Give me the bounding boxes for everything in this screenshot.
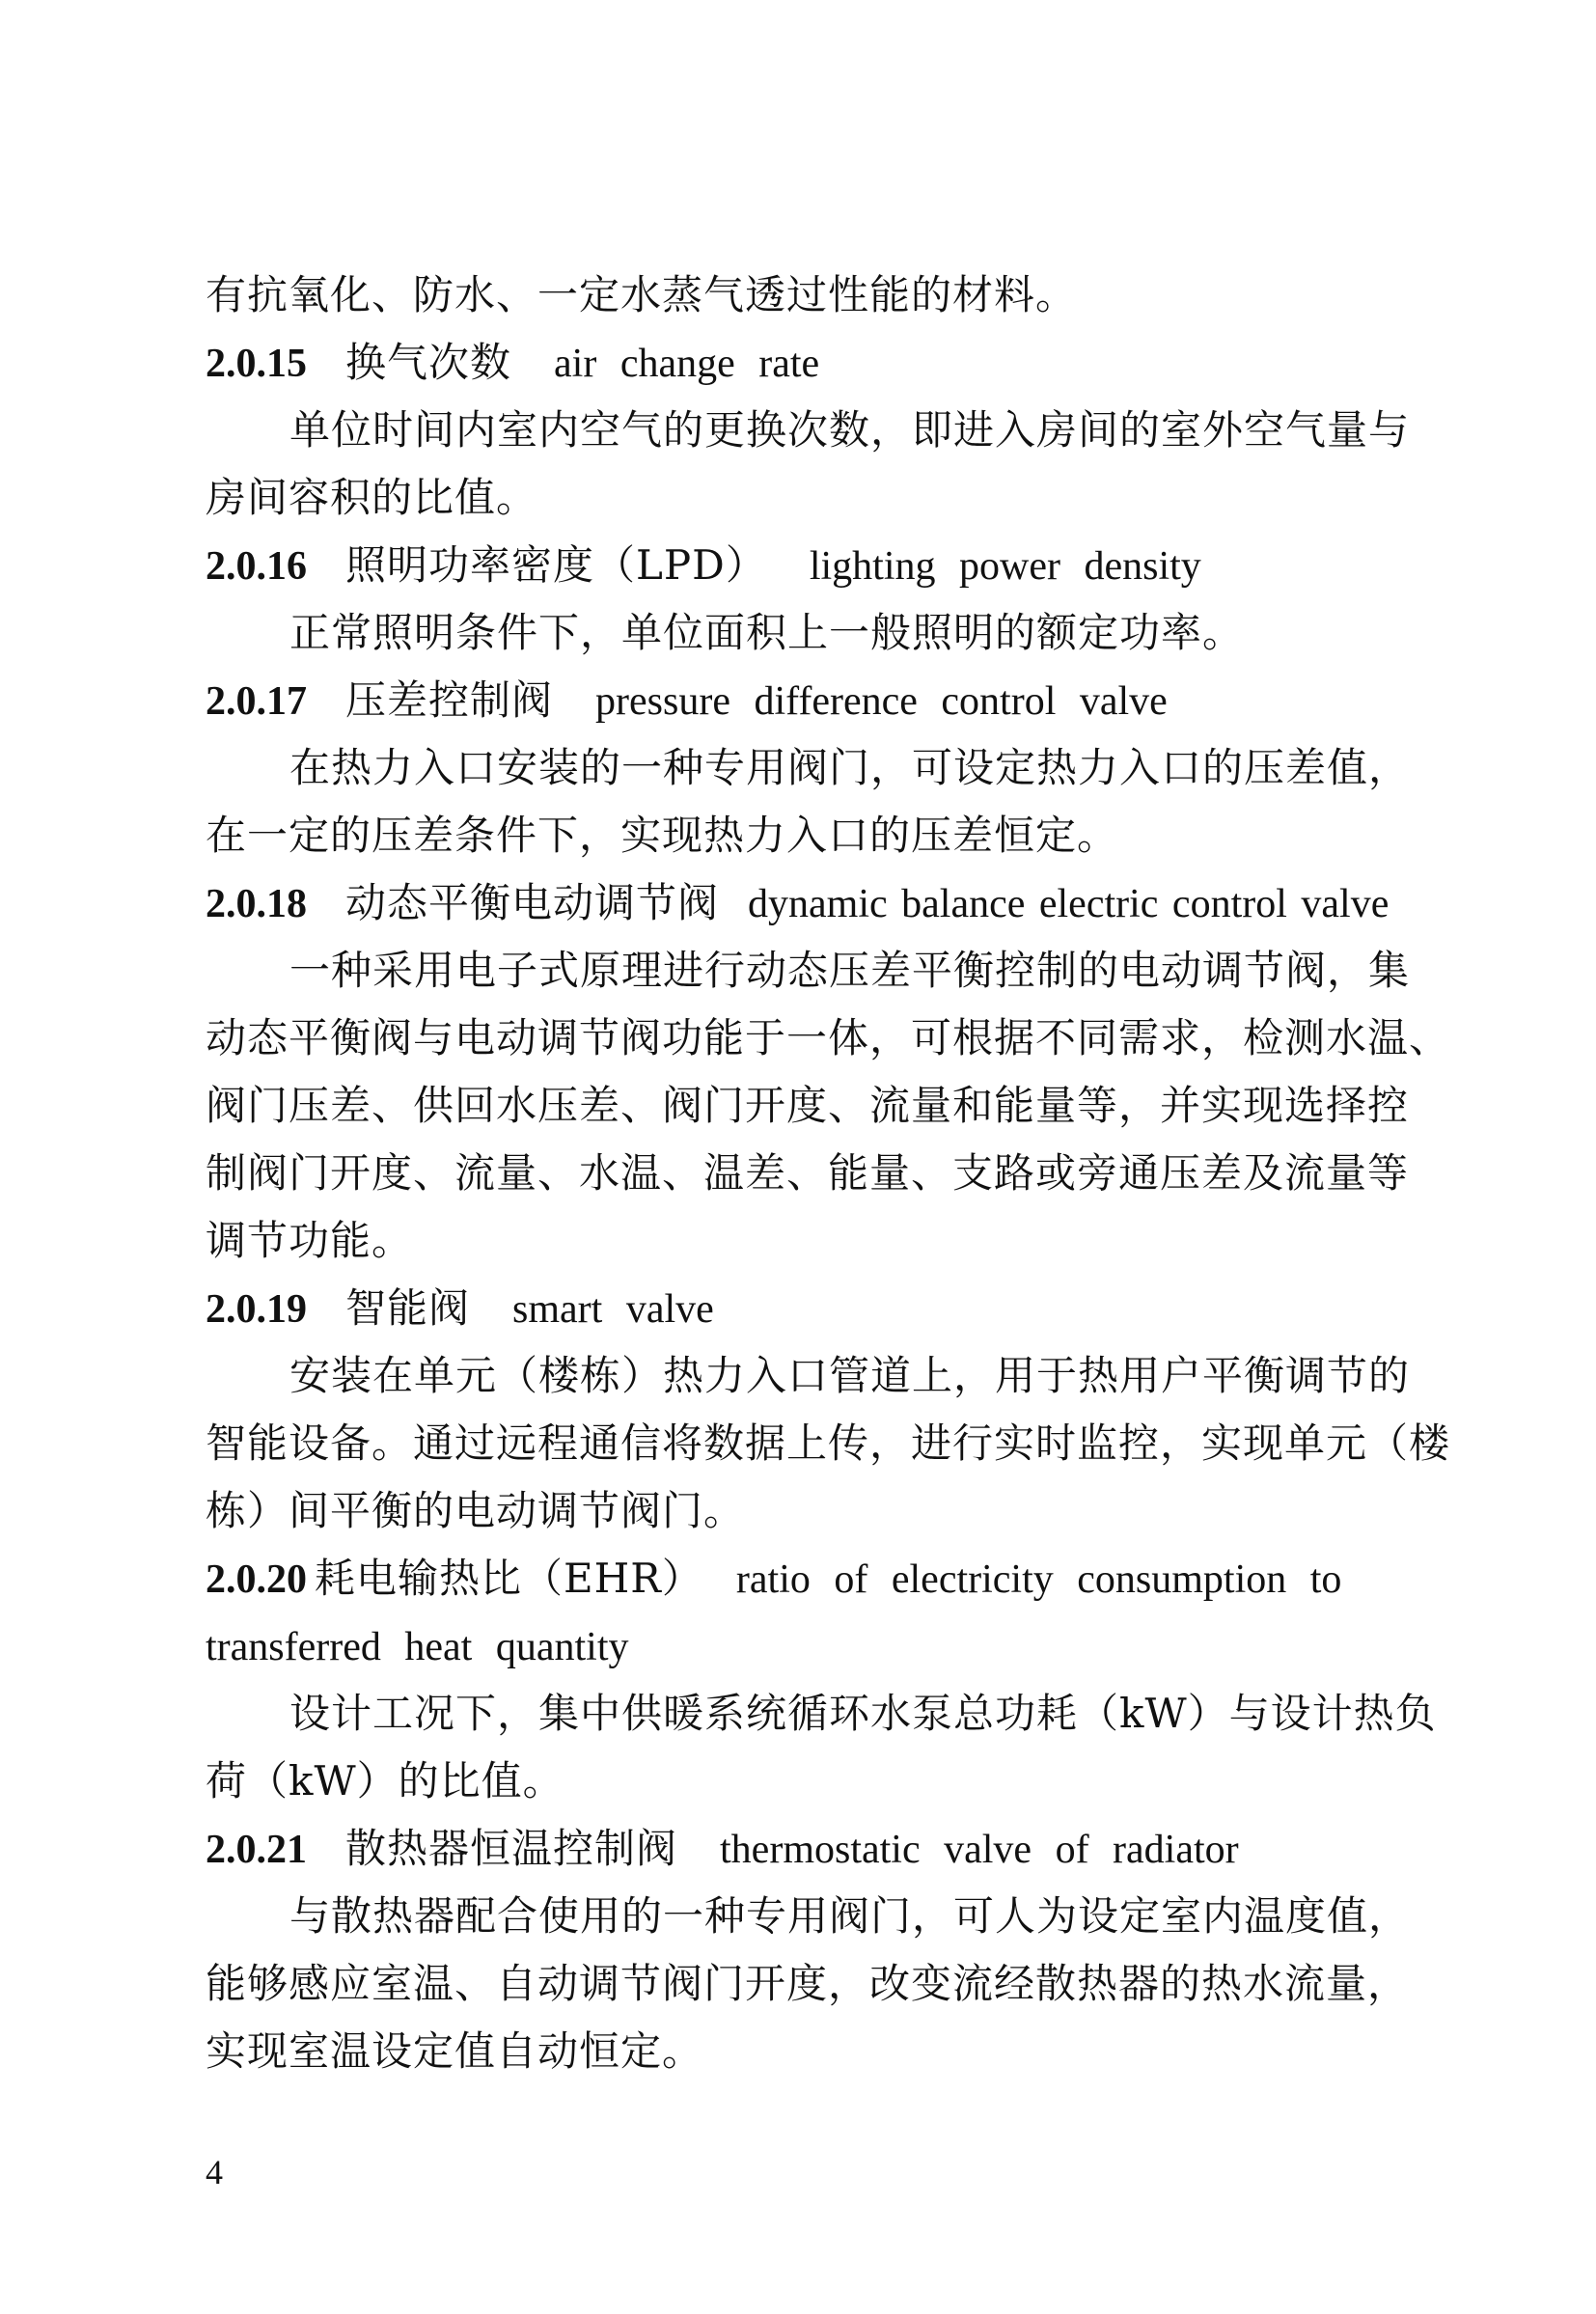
term-chinese: 换气次数	[345, 339, 512, 386]
text-line: 在热力入口安装的一种专用阀门，可设定热力入口的压差值，	[289, 744, 1411, 791]
text-line: 动态平衡阀与电动调节阀功能于一体，可根据不同需求，检测水温、	[206, 1014, 1451, 1061]
term-heading-2-0-18	[206, 876, 1402, 931]
term-english: pressure difference control valve	[595, 679, 1168, 724]
text-line: 有抗氧化、防水、一定水蒸气透过性能的材料。	[206, 271, 1078, 318]
term-heading-2-0-19	[206, 1281, 1402, 1336]
term-number: 2.0.15	[206, 342, 307, 386]
text-line: 安装在单元（楼栋）热力入口管道上，用于热用户平衡调节的	[289, 1352, 1411, 1399]
text-line: 荷（kW）的比值。	[206, 1757, 564, 1804]
text-line: 单位时间内室内空气的更换次数，即进入房间的室外空气量与	[289, 406, 1411, 454]
term-chinese: 照明功率密度（LPD）	[345, 541, 767, 589]
term-number: 2.0.17	[206, 679, 307, 724]
term-english: air change rate	[554, 342, 820, 386]
term-number: 2.0.21	[206, 1828, 307, 1872]
term-heading-2-0-20	[206, 1552, 1402, 1607]
term-english: ratio of electricity consumption to	[735, 1557, 1342, 1602]
text-line: 调节功能。	[206, 1217, 414, 1264]
text-line: 制阀门开度、流量、水温、温差、能量、支路或旁通压差及流量等	[206, 1149, 1410, 1197]
term-english-continuation: transferred heat quantity	[206, 1625, 629, 1669]
text-line: 栋）间平衡的电动调节阀门。	[206, 1487, 746, 1534]
term-heading-2-0-17	[206, 674, 1402, 729]
term-heading-2-0-15	[206, 336, 1402, 391]
text-line: 一种采用电子式原理进行动态压差平衡控制的电动调节阀，集	[289, 947, 1411, 994]
term-number: 2.0.18	[206, 882, 307, 926]
term-english: dynamic balance electric control valve	[748, 882, 1390, 926]
text-line: 能够感应室温、自动调节阀门开度，改变流经散热器的热水流量，	[206, 1960, 1410, 2007]
term-english: smart valve	[512, 1287, 714, 1332]
term-chinese: 动态平衡电动调节阀	[345, 879, 720, 926]
text-line: 房间容积的比值。	[206, 474, 538, 521]
term-heading-2-0-16	[206, 538, 1402, 593]
term-english: lighting power density	[809, 544, 1201, 589]
text-line: 正常照明条件下，单位面积上一般照明的额定功率。	[289, 609, 1245, 656]
term-number: 2.0.20	[206, 1557, 307, 1602]
text-line: 在一定的压差条件下，实现热力入口的压差恒定。	[206, 812, 1119, 859]
text-line: 设计工况下，集中供暖系统循环水泵总功耗（kW）与设计热负	[289, 1690, 1437, 1737]
term-number: 2.0.19	[206, 1287, 307, 1332]
term-english: thermostatic valve of radiator	[720, 1828, 1239, 1872]
term-chinese: 耗电输热比（EHR）	[315, 1555, 703, 1602]
term-heading-2-0-21	[206, 1822, 1402, 1877]
text-line: 阀门压差、供回水压差、阀门开度、流量和能量等，并实现选择控	[206, 1082, 1410, 1129]
term-chinese: 散热器恒温控制阀	[345, 1825, 678, 1872]
term-chinese: 智能阀	[345, 1284, 471, 1332]
text-line: 与散热器配合使用的一种专用阀门，可人为设定室内温度值，	[289, 1892, 1411, 1940]
text-line: 实现室温设定值自动恒定。	[206, 2027, 704, 2075]
text-line: 智能设备。通过远程通信将数据上传，进行实时监控，实现单元（楼	[206, 1419, 1451, 1467]
term-chinese: 压差控制阀	[345, 676, 554, 724]
page-number: 4	[206, 2153, 223, 2191]
term-number: 2.0.16	[206, 544, 307, 589]
